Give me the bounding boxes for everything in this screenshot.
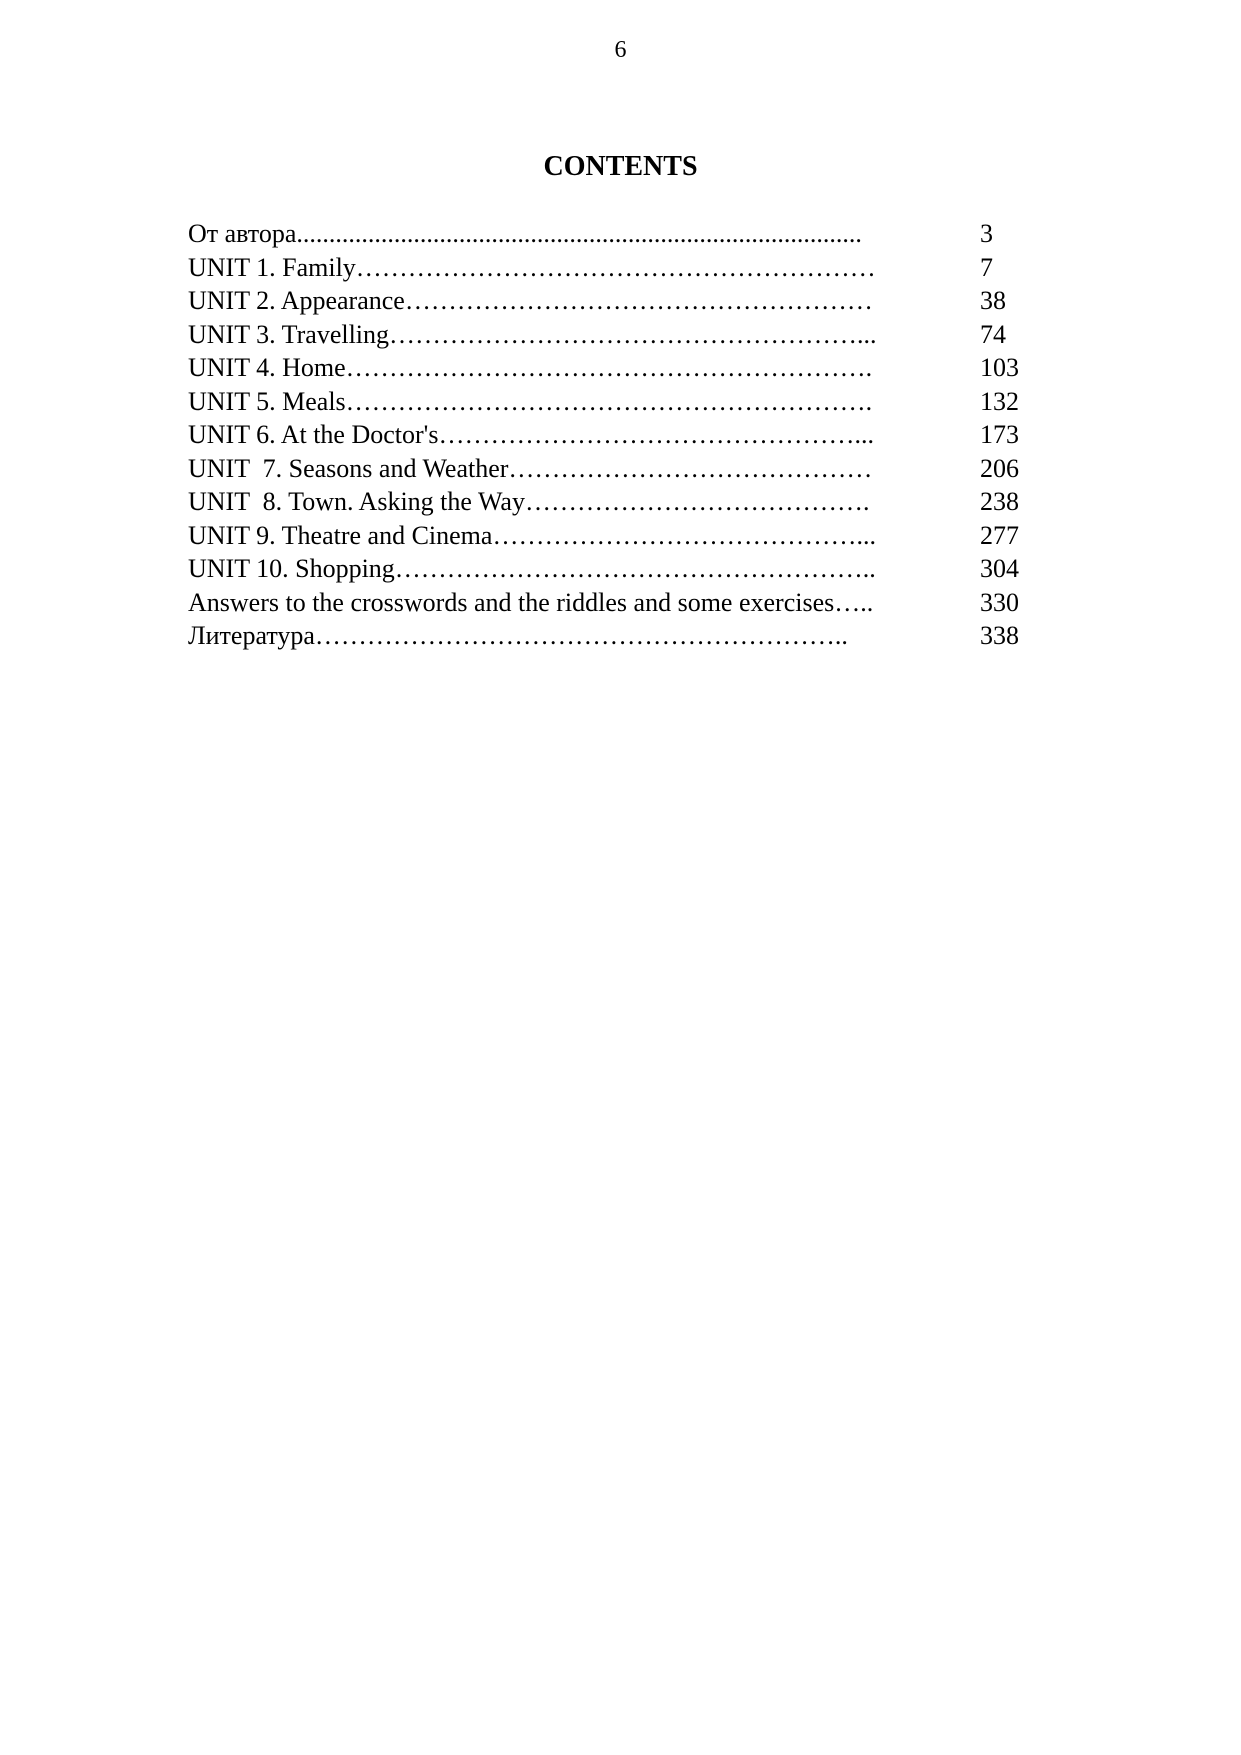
- toc-entry[interactable]: [188, 318, 1038, 352]
- toc-entry-title: Answers to the crosswords and the riddles and some exercises…..: [188, 587, 874, 617]
- toc-entry[interactable]: [188, 552, 1038, 586]
- toc-entry-title: UNIT 10. Shopping………………………………………………..: [188, 554, 876, 583]
- toc-entry-page: 38: [980, 286, 1006, 315]
- toc-entry-title: Литература……………………………………………………..: [188, 621, 848, 650]
- toc-entry[interactable]: [188, 351, 1038, 385]
- toc-entry-page: 277: [980, 520, 1019, 550]
- toc-entry[interactable]: [188, 519, 1038, 553]
- toc-entry-title: UNIT 1. Family……………………………………………………: [188, 252, 876, 282]
- toc-entry-page: 330: [980, 587, 1019, 617]
- toc-entry[interactable]: [188, 385, 1038, 419]
- toc-entry[interactable]: [188, 217, 1038, 251]
- toc-entry-title: UNIT 8. Town. Asking the Way………………………………….: [188, 487, 870, 516]
- toc-entry[interactable]: [188, 418, 1038, 452]
- toc-entry-page: 3: [980, 219, 993, 248]
- toc-entry[interactable]: [188, 619, 1038, 653]
- page-number: 6: [614, 37, 627, 63]
- toc-entry-page: 103: [980, 353, 1019, 382]
- toc-entry-title: UNIT 7. Seasons and Weather……………………………………: [188, 453, 873, 483]
- table-of-contents: [188, 217, 1038, 653]
- contents-title: CONTENTS: [543, 151, 698, 182]
- toc-entry-page: 338: [980, 621, 1019, 650]
- toc-entry[interactable]: [188, 251, 1038, 285]
- toc-entry-page: 206: [980, 453, 1019, 483]
- toc-entry-page: 7: [980, 252, 993, 282]
- toc-entry[interactable]: [188, 485, 1038, 519]
- toc-entry-page: 304: [980, 554, 1019, 583]
- toc-entry-page: 132: [980, 386, 1019, 416]
- toc-entry-title: UNIT 2. Appearance………………………………………………: [188, 286, 873, 315]
- toc-entry[interactable]: [188, 284, 1038, 318]
- toc-entry-title: От автора.......................................................................................: [188, 219, 862, 248]
- toc-entry-page: 238: [980, 487, 1019, 516]
- toc-entry[interactable]: [188, 452, 1038, 486]
- toc-entry-page: 74: [980, 319, 1006, 349]
- toc-entry-page: 173: [980, 420, 1019, 449]
- toc-entry-title: UNIT 3. Travelling………………………………………………...: [188, 319, 877, 349]
- toc-entry-title: UNIT 6. At the Doctor's…………………………………………...: [188, 420, 874, 449]
- toc-entry-title: UNIT 4. Home…………………………………………………….: [188, 353, 873, 382]
- toc-entry-title: UNIT 9. Theatre and Cinema……………………………………...: [188, 520, 876, 550]
- toc-entry-title: UNIT 5. Meals…………………………………………………….: [188, 386, 873, 416]
- toc-entry[interactable]: [188, 586, 1038, 620]
